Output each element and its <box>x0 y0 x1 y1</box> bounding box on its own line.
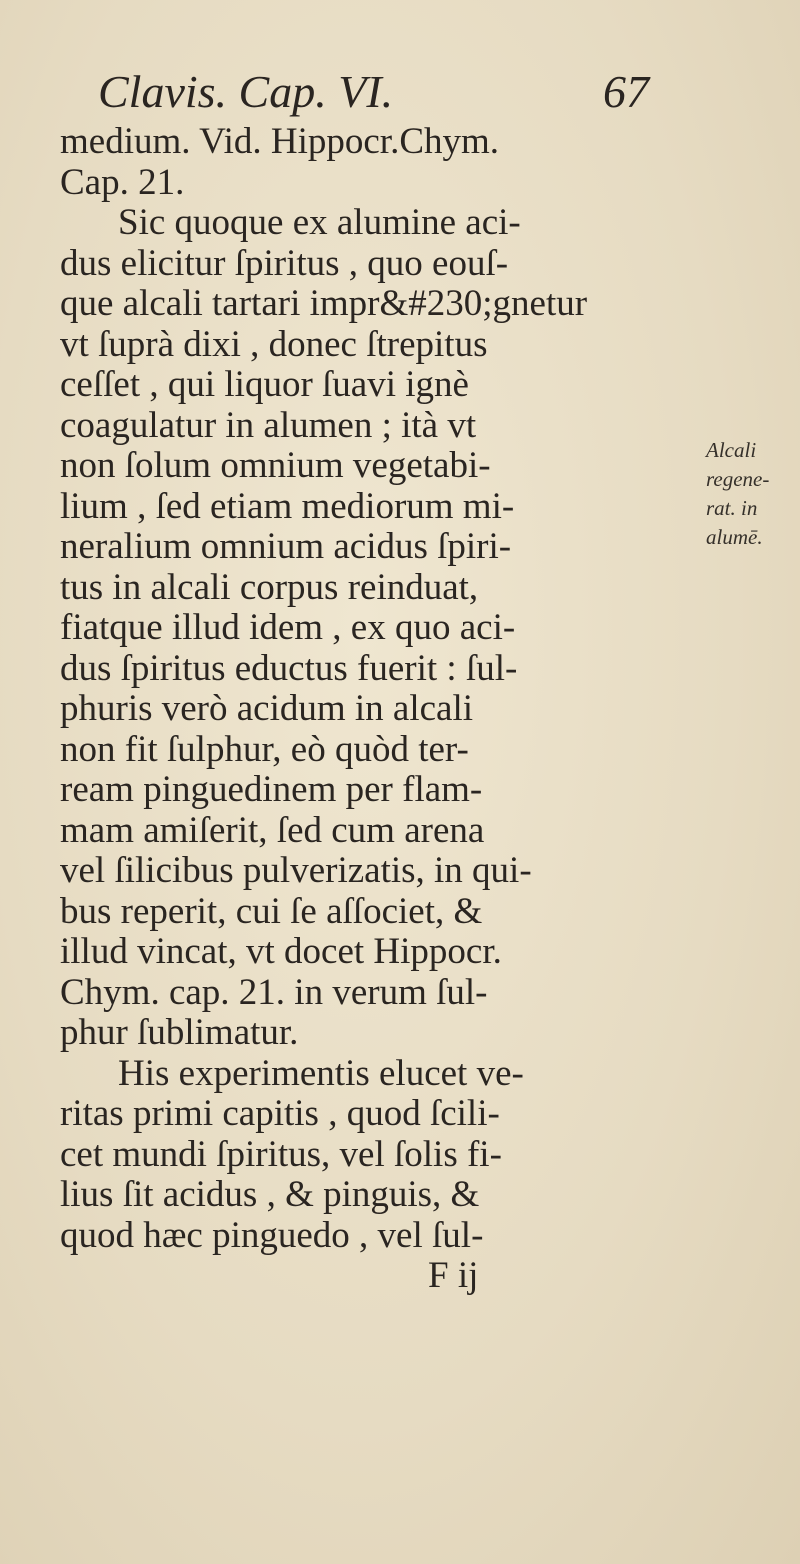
text-line: tus in alcali corpus reinduat, <box>60 566 479 608</box>
page-number: 67 <box>603 66 649 117</box>
text-line: lius ſit acidus , & pinguis, & <box>60 1174 480 1215</box>
text-line: que alcali tartari impr&#230;gnetur <box>60 283 588 324</box>
marginal-note-line: rat. in <box>706 496 758 520</box>
text-line: bus reperit, cui ſe aſſociet, & <box>60 890 483 932</box>
text-line: phuris verò acidum in alcali <box>60 688 474 729</box>
running-title: Clavis. Cap. VI. <box>98 66 394 117</box>
text-line: cet mundi ſpiritus, vel ſolis fi- <box>60 1133 502 1175</box>
page-header <box>98 62 738 122</box>
text-line: illud vincat, vt docet Hippocr. <box>60 931 502 972</box>
body-text <box>60 122 640 1297</box>
text-line: medium. Vid. Hippocr.Chym. <box>60 121 500 162</box>
text-line: dus ſpiritus eductus fuerit : ſul- <box>60 647 518 689</box>
text-line: His experimentis elucet ve- <box>118 1052 524 1094</box>
text-line: phur ſublimatur. <box>60 1012 299 1053</box>
text-line: neralium omnium acidus ſpiri- <box>60 526 512 567</box>
text-line: non ſolum omnium vegetabi- <box>60 445 491 486</box>
text-line: coagulatur in alumen ; ità vt <box>60 404 477 446</box>
marginal-note <box>706 436 798 552</box>
text-line: ritas primi capitis , quod ſcili- <box>60 1093 500 1134</box>
text-line: vt ſuprà dixi , donec ſtrepitus <box>60 323 488 365</box>
text-line: non fit ſulphur, eò quòd ter- <box>60 728 469 770</box>
text-line: lium , ſed etiam mediorum mi- <box>60 485 515 527</box>
signature-mark: F ij <box>428 1255 479 1296</box>
text-line: dus elicitur ſpiritus , quo eouſ- <box>60 242 509 284</box>
text-line: Chym. cap. 21. in verum ſul- <box>60 971 488 1013</box>
text-line: quod hæc pinguedo , vel ſul- <box>60 1214 484 1256</box>
text-line: ceſſet , qui liquor ſuavi ignè <box>60 364 469 405</box>
text-line: ream pinguedinem per flam- <box>60 769 483 810</box>
text-line: mam amiſerit, ſed cum arena <box>60 809 485 851</box>
text-line: vel ſilicibus pulverizatis, in qui- <box>60 850 532 891</box>
marginal-note-line: Alcali <box>706 438 757 462</box>
marginal-note-line: alumē. <box>706 525 763 549</box>
marginal-note-line: regene- <box>706 467 770 491</box>
text-line: Cap. 21. <box>60 161 185 203</box>
text-line: Sic quoque ex alumine aci- <box>118 202 521 243</box>
text-line: fiatque illud idem , ex quo aci- <box>60 607 516 648</box>
